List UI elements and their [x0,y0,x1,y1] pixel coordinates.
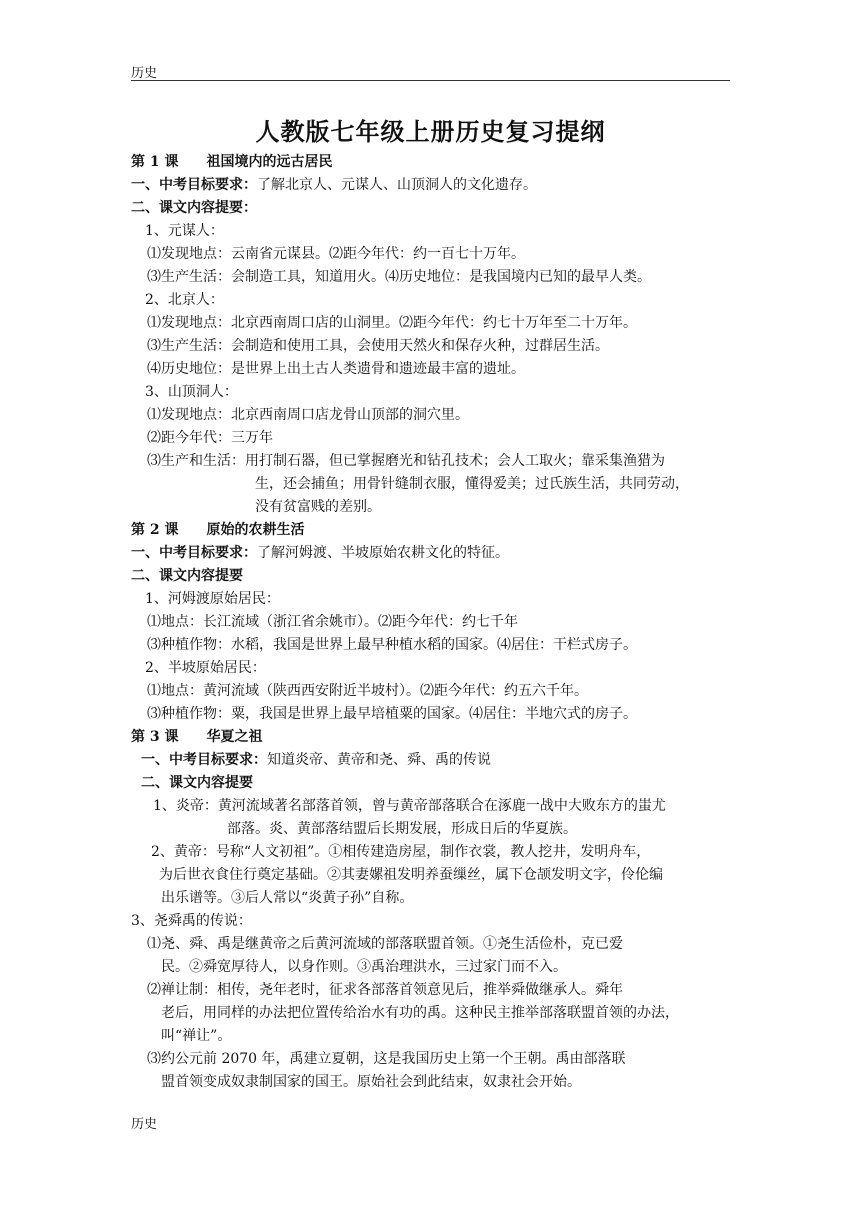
text-line: 3、山顶洞人： [145,384,238,400]
text-line: ⑴发现地点：云南省元谋县。⑵距今年代：约一百七十万年。 [147,246,525,262]
text-line: 2、黄帝：号称“人文初祖”。①相传建造房屋，制作衣裳，教人挖井，发明舟车， [151,844,651,860]
text-line: ⑵距今年代：三万年 [147,430,273,446]
text-line: ⑶生产生活：会制造工具，知道用火。⑷历史地位：是我国境内已知的最早人类。 [147,269,651,285]
text-line: ⑶生产生活：会制造和使用工具，会使用天然火和保存火种，过群居生活。 [147,338,609,354]
text-line: ⑶种植作物：水稻，我国是世界上最早种植水稻的国家。⑷居住：干栏式房子。 [147,637,637,653]
text-line: 生，还会捕鱼；用骨针缝制衣服，懂得爱美；过氏族生活，共同劳动， [255,476,689,492]
text-line: 二、课文内容提要： [131,200,257,216]
text-line: 部落。炎、黄部落结盟后长期发展，形成日后的华夏族。 [227,821,577,837]
text-line: ⑶种植作物：粟，我国是世界上最早培植粟的国家。⑷居住：半地穴式的房子。 [147,706,637,722]
header-label: 历史 [131,66,158,81]
text-line: ⑶生产和生活：用打制石器，但已掌握磨光和钻孔技术；会人工取火；靠采集渔猎为 [147,453,665,469]
text-line: 第 1 课 祖国境内的远古居民 [131,154,333,170]
document-title: 人教版七年级上册历史复习提纲 [255,117,606,146]
text-line [131,749,741,772]
text-line [131,542,741,565]
text-line: 出乐谱等。③后人常以“炎黄子孙”自称。 [161,890,414,906]
text-line: 2、北京人： [145,292,224,308]
text-line: 民。②舜宽厚待人，以身作则。③禹治理洪水，三过家门而不入。 [161,959,567,975]
text-line [131,174,741,197]
text-line: 盟首领变成奴隶制国家的国王。原始社会到此结束，奴隶社会开始。 [161,1074,581,1090]
line-text: 了解河姆渡、半坡原始农耕文化的特征。 [257,545,509,561]
text-line: 老后，用同样的办法把位置传给治水有功的禹。这种民主推举部落联盟首领的办法， [161,1005,679,1021]
text-line: ⑴尧、舜、禹是继黄帝之后黄河流域的部落联盟首领。①尧生活俭朴，克已爱 [147,936,623,952]
text-line: 二、课文内容提要 [141,775,253,791]
text-line: 为后世衣食住行奠定基础。②其妻嫘祖发明养蚕缫丝，属下仓颉发明文字，伶伦编 [159,867,663,883]
footer-label: 历史 [131,1117,158,1132]
line-heading: 一、中考目标要求： [131,177,257,193]
text-line: ⑴发现地点：北京西南周口店的山洞里。⑵距今年代：约七十万年至二十万年。 [147,315,637,331]
text-line: 3、尧舜禹的传说： [131,913,252,929]
text-line: ⑴地点：长江流域（浙江省余姚市）。⑵距今年代：约七千年 [147,614,518,630]
text-line: 1、元谋人： [145,223,224,239]
page-header [131,62,730,81]
text-line: 第 3 课 华夏之祖 [131,729,263,745]
line-text: 了解北京人、元谋人、山顶洞人的文化遗存。 [257,177,537,193]
line-heading: 一、中考目标要求： [141,752,267,768]
line-heading: 一、中考目标要求： [131,545,257,561]
text-line: 叫“禅让”。 [161,1028,232,1044]
text-line: 1、河姆渡原始居民： [145,591,280,607]
text-line: 1、炎帝：黄河流域著名部落首领，曾与黄帝部落联合在涿鹿一战中大败东方的蚩尤 [153,798,666,814]
text-line: 二、课文内容提要 [131,568,243,584]
text-line: 2、半坡原始居民： [145,660,266,676]
text-line: ⑷历史地位：是世界上出土古人类遗骨和遗迹最丰富的遗址。 [147,361,525,377]
document-body [131,151,741,1094]
text-line: ⑴地点：黄河流域（陕西西安附近半坡村）。⑵距今年代：约五六千年。 [147,683,588,699]
text-line: 第 2 课 原始的农耕生活 [131,522,305,538]
text-line: ⑵禅让制：相传，尧年老时，征求各部落首领意见后，推举舜做继承人。舜年 [147,982,623,998]
text-line: ⑶约公元前 2070 年，禹建立夏朝，这是我国历史上第一个王朝。禹由部落联 [147,1051,626,1067]
text-line: 没有贫富贱的差别。 [255,499,381,515]
text-line: ⑴发现地点：北京西南周口店龙骨山顶部的洞穴里。 [147,407,469,423]
line-text: 知道炎帝、黄帝和尧、舜、禹的传说 [267,752,491,768]
